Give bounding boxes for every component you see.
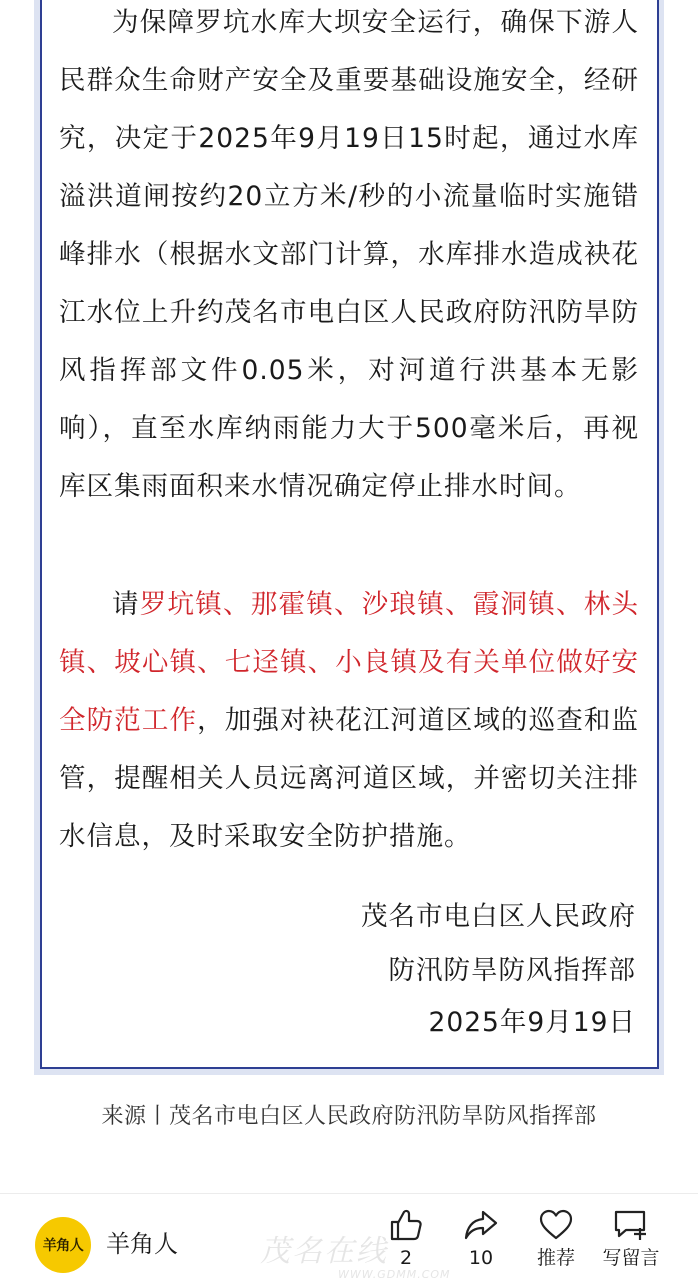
bottom-action-bar xyxy=(0,1193,698,1280)
comment-button[interactable] xyxy=(596,1208,666,1278)
thumbs-up-icon xyxy=(388,1208,424,1242)
like-count: 2 xyxy=(399,1247,413,1269)
author-avatar[interactable]: 羊角人 xyxy=(35,1217,91,1273)
paragraph-2-rest: ，加强对袂花江河道区域的巡查和监管，提醒相关人员远离河道区域，并密切关注排水信息，及时采取安全防护措施。 xyxy=(59,705,639,852)
watermark-url: WWW.GDMM.COM xyxy=(338,1268,451,1280)
heart-icon xyxy=(538,1208,574,1242)
comment-add-icon xyxy=(612,1208,650,1242)
signature-org-1: 茂名市电白区人民政府 xyxy=(361,901,636,932)
share-arrow-icon xyxy=(463,1208,499,1242)
watermark-main: 茂名在线 xyxy=(260,1234,388,1269)
comment-label: 写留言 xyxy=(602,1247,660,1269)
author-name[interactable]: 羊角人 xyxy=(106,1230,178,1258)
notice-paragraph-2 xyxy=(59,576,639,866)
share-count: 10 xyxy=(468,1247,494,1269)
paragraph-2-prefix: 请 xyxy=(112,589,140,620)
notice-paragraph-1: 为保障罗坑水库大坝安全运行，确保下游人民群众生命财产安全及重要基础设施安全，经研究，决定于2025年9月19日15时起，通过水库溢洪道闸按约20立方米/秒的小流量临时实施错峰排水（根据水文部门计算，水库排水造成袂花江水位上升约茂名市电白区人民政府防汛防旱防风指挥部文件0.05米，对河道行洪基本无影响），直至水库纳雨能力大于500毫米后，再视库区集雨面积来水情况确定停止排水时间。 xyxy=(59,7,639,502)
signature-org-2: 防汛防旱防风指挥部 xyxy=(388,955,636,986)
like-button[interactable] xyxy=(371,1208,441,1278)
recommend-label: 推荐 xyxy=(536,1247,575,1269)
share-button[interactable] xyxy=(446,1208,516,1278)
signature-date: 2025年9月19日 xyxy=(428,1007,636,1038)
paragraph-2-highlight: 罗坑镇、那霍镇、沙琅镇、霞洞镇、林头镇、坡心镇、七迳镇、小良镇及有关单位做好安全防范工作 xyxy=(59,589,639,736)
recommend-button[interactable] xyxy=(521,1208,591,1278)
article-source: 来源丨茂名市电白区人民政府防汛防旱防风指挥部 xyxy=(101,1104,597,1129)
